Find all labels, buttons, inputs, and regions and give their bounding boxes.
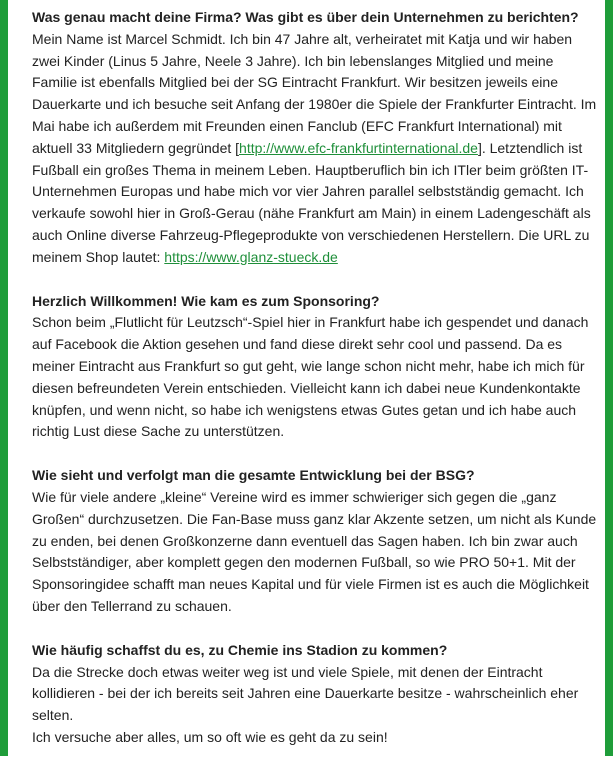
question-heading: Herzlich Willkommen! Wie kam es zum Sponsoring? xyxy=(32,292,380,309)
interview-article xyxy=(32,7,602,771)
interview-section-development xyxy=(32,465,602,618)
interview-section-company xyxy=(32,7,602,269)
answer-text: Ich versuche aber alles, um so oft wie es geht da zu sein! xyxy=(32,728,388,745)
shop-link[interactable]: https://www.glanz-stueck.de xyxy=(164,248,338,265)
answer-text-part: Mein Name ist Marcel Schmidt. Ich bin 47 Jahre alt, verheiratet mit Katja und wir haben zwei Kinder (Linus 5 Jahre, Neele 3 Jahre). Ich bin lebenslanges Mitglied und meine Familie ist ebenfalls Mitglied bei der SG Eintracht Frankfurt. Wir besitzen jeweils eine Dauerkarte und ich besuche seit Anfang der 1980er die Spiele der Frankfurter Eintracht. Im Mai habe ich außerdem mit Freunden einen Fanclub (EFC Frankfurt International) mit aktuell 33 Mitgliedern gegründet [ xyxy=(32,30,597,156)
answer-text-part: ]. Letztendlich ist Fußball ein großes Thema in meinem Leben. Hauptberuflich bin ich ITler beim größten IT-Unternehmen Europas und habe mich vor vier Jahren parallel selbstständig gemacht. Ich verkaufe sowohl hier in Groß-Gerau (nähe Frankfurt am Main) in einem Ladengeschäft als auch Online diverse Fahrzeug-Pflegeprodukte von verschiedenen Herstellern. Die URL zu meinem Shop lautet: xyxy=(32,139,591,265)
answer-text: Schon beim „Flutlicht für Leutzsch“-Spiel hier in Frankfurt habe ich gespendet und danach auf Facebook die Aktion gesehen und fand diese direkt sehr cool und passend. Da es meiner Eintracht aus Frankfurt so gut geht, wie lange schon nicht mehr, habe ich mich für diesen befreundeten Verein entschieden. Vielleicht kann ich dabei neue Kundenkontakte knüpfen, und wenn nicht, so habe ich wenigstens etwas Gutes getan und ich habe auch richtig Lust diese Sache zu unterstützen. xyxy=(32,314,589,440)
interview-section-sponsoring xyxy=(32,291,602,444)
question-heading: Wie häufig schaffst du es, zu Chemie ins Stadion zu kommen? xyxy=(32,641,448,658)
question-heading: Was genau macht deine Firma? Was gibt es über dein Unternehmen zu berichten? xyxy=(32,9,579,25)
answer-text: Wie für viele andere „kleine“ Vereine wird es immer schwieriger sich gegen die „ganz Großen“ durchzusetzen. Die Fan-Base muss ganz klar Akzente setzen, um nicht als Kunde zu enden, bei denen Großkonzerne dann eventuell das Sagen haben. Ich bin zwar auch Selbstständiger, aber komplett gegen den modernen Fußball, so wie PRO 50+1. Mit der Sponsoringidee schafft man neues Kapital und für viele Firmen ist es auch die Möglichkeit über den Tellerrand zu schauen. xyxy=(32,488,597,614)
fanclub-link[interactable]: http://www.efc-frankfurtinternational.de xyxy=(239,139,478,156)
question-heading: Wie sieht und verfolgt man die gesamte Entwicklung bei der BSG? xyxy=(32,467,475,484)
answer-text: Da die Strecke doch etwas weiter weg ist und viele Spiele, mit denen der Eintracht kollidieren - bei der ich bereits seit Jahren eine Dauerkarte besitze - wahrscheinlich eher selten. xyxy=(32,663,579,724)
answer-text xyxy=(32,29,602,269)
interview-section-stadium xyxy=(32,640,602,749)
